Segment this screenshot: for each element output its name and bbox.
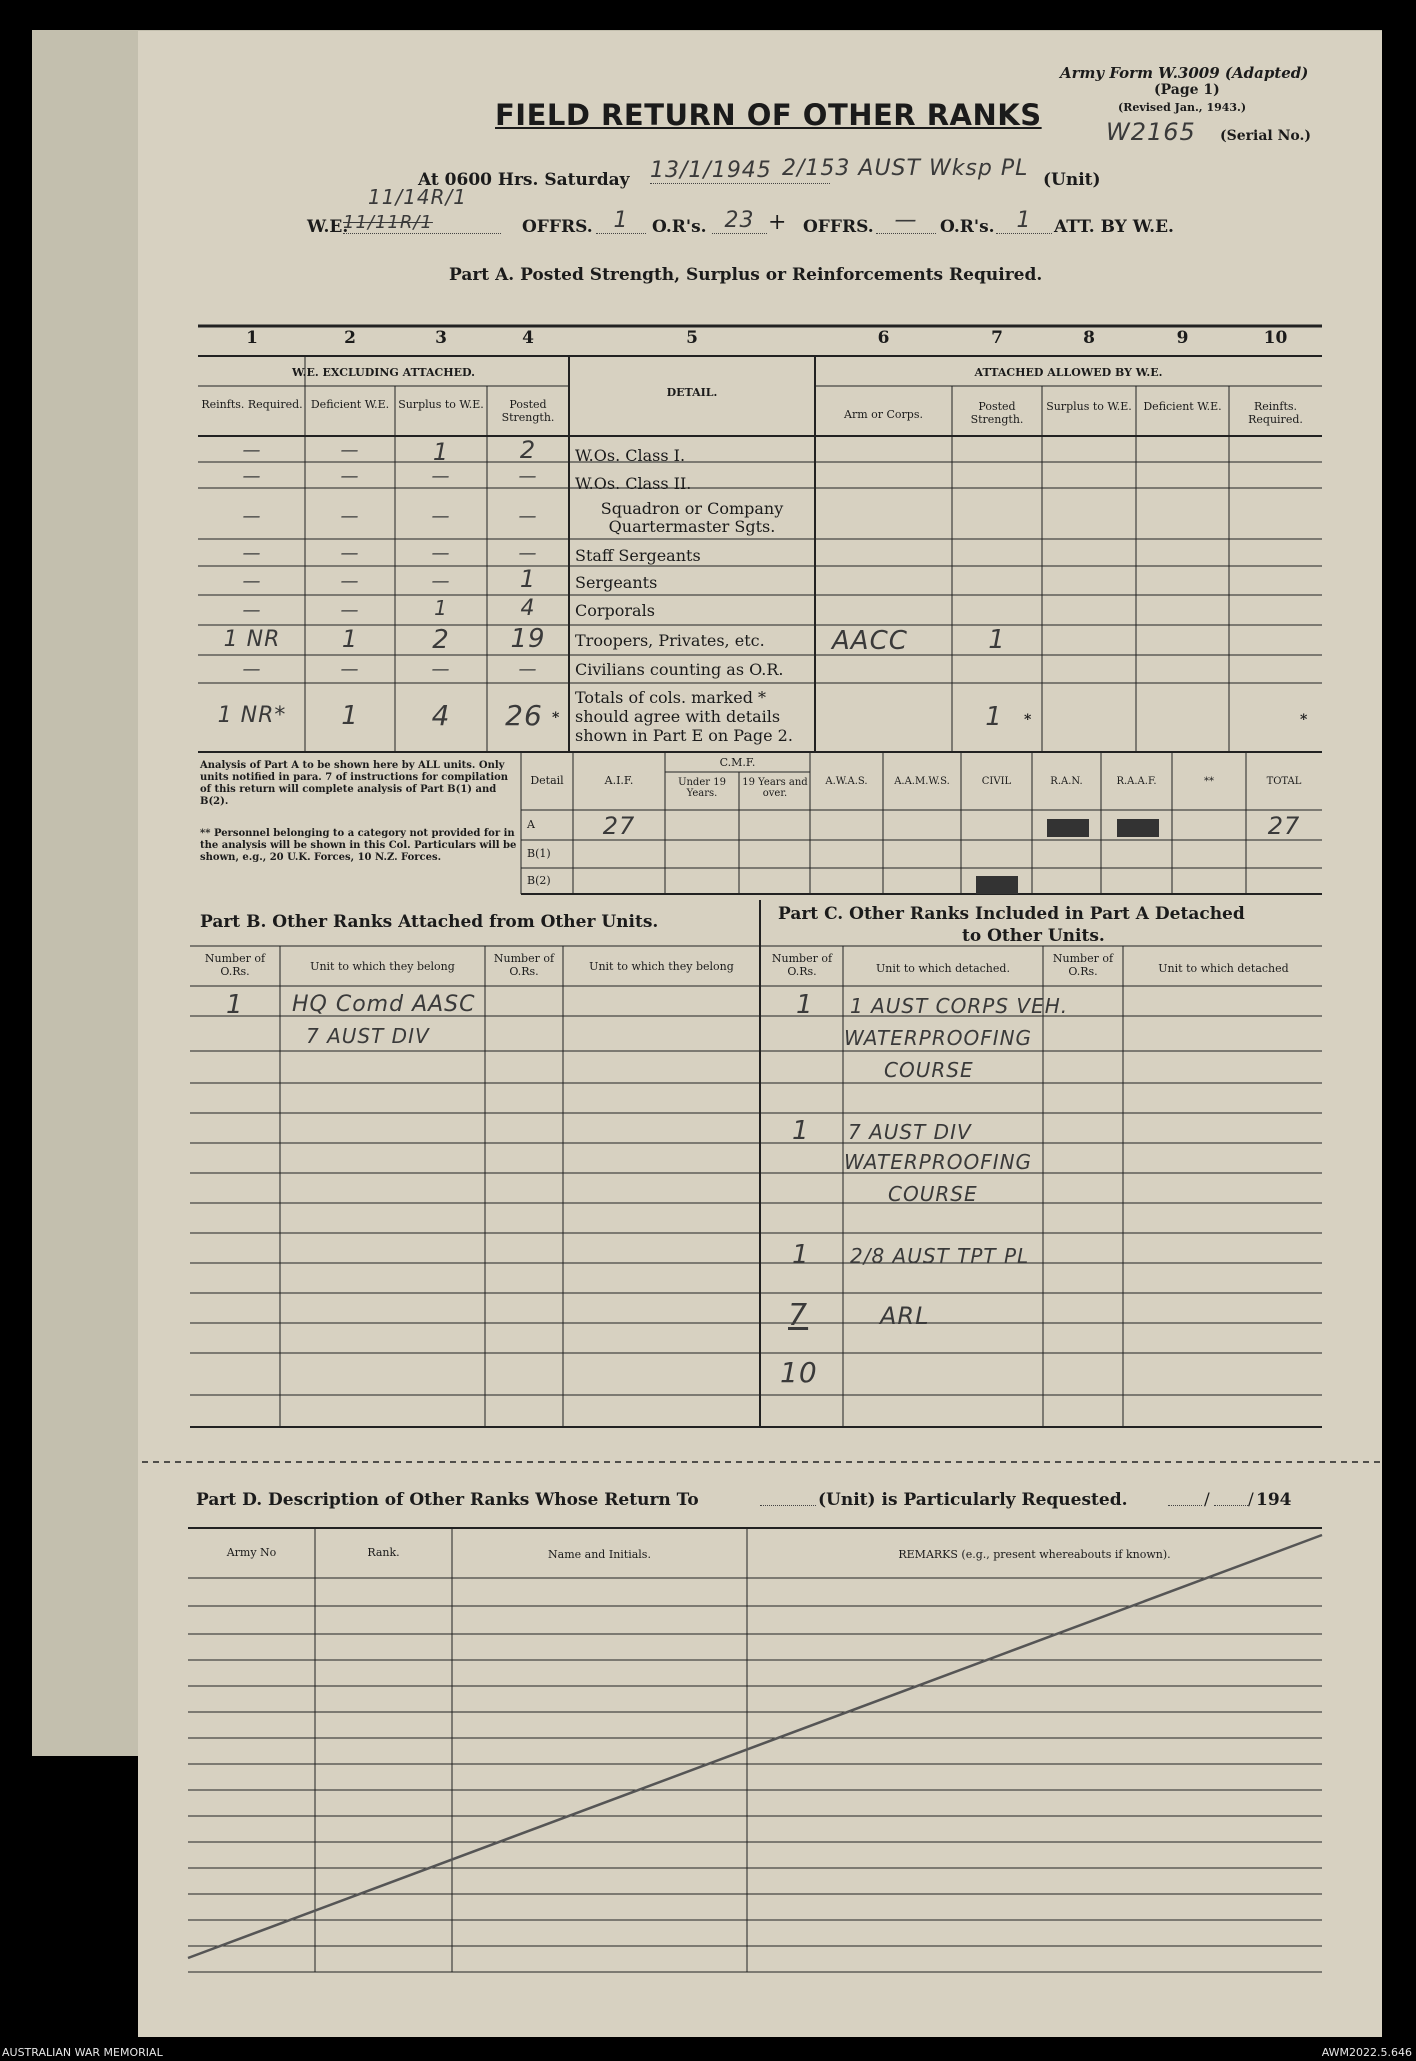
r7-deficient: 1 xyxy=(341,625,359,653)
r1-reinfts: — xyxy=(242,440,262,461)
analysis-head-ran: R.A.N. xyxy=(1050,776,1083,787)
part-c-head-unit-2: Unit to which detached xyxy=(1158,962,1289,975)
r7-reinfts: 1 NR xyxy=(223,627,281,652)
part-c-head-num-2: Number of O.Rs. xyxy=(1052,952,1114,978)
page-number: (Page 1) xyxy=(1154,82,1220,98)
part-c-entry1-line2: WATERPROOFING xyxy=(844,1026,1033,1050)
part-b-head-unit-1: Unit to which they belong xyxy=(310,960,455,973)
at-hours-label: At 0600 Hrs. Saturday xyxy=(418,170,630,190)
head-arm-corps: Arm or Corps. xyxy=(844,408,923,421)
part-c-head-num-1: Number of O.Rs. xyxy=(771,952,833,978)
we-value: 11/14R/1 xyxy=(368,185,467,209)
total-deficient: 1 xyxy=(341,701,359,731)
part-c-entry2-num: 1 xyxy=(792,1116,810,1146)
part-c-entry1-line1: 1 AUST CORPS VEH. xyxy=(850,994,1069,1018)
r3-reinfts: — xyxy=(242,506,262,527)
footer-archive-name: AUSTRALIAN WAR MEMORIAL xyxy=(2,2046,163,2059)
part-d-head-rank: Rank. xyxy=(367,1546,400,1559)
analysis-head-detail: Detail xyxy=(530,774,564,787)
part-b-head-num-1: Number of O.Rs. xyxy=(204,952,266,978)
r5-surplus: — xyxy=(431,571,451,592)
analysis-head-aif: A.I.F. xyxy=(604,774,634,787)
part-c-entry1-line3: COURSE xyxy=(884,1058,974,1082)
part-c-head-unit-1: Unit to which detached. xyxy=(876,962,1010,975)
r5-posted: 1 xyxy=(519,565,537,593)
part-b-title: Part B. Other Ranks Attached from Other Units. xyxy=(200,912,659,932)
col-number-10: 10 xyxy=(1263,328,1288,348)
ors-value: 23 xyxy=(712,208,767,234)
head-att-posted-strength: Posted Strength. xyxy=(970,400,1024,426)
part-c-entry2-line3: COURSE xyxy=(888,1182,978,1206)
r2-posted: — xyxy=(518,466,538,487)
head-reinfts-required: Reinfts. Required. xyxy=(201,398,303,411)
ran-blacked-out xyxy=(1047,819,1089,837)
analysis-head-under19: Under 19 Years. xyxy=(678,777,726,799)
part-c-entry2-line2: WATERPROOFING xyxy=(844,1150,1033,1174)
detail-totals: Totals of cols. marked * should agree with details shown in Part E on Page 2. xyxy=(575,688,793,745)
group-we-excluding: W.E. EXCLUDING ATTACHED. xyxy=(291,366,476,379)
analysis-note: Analysis of Part A to be shown here by ALL units. Only units notified in para. 7 of instructions for compilation of this return will complete analysis of Part B(1) and B(2). xyxy=(200,760,509,807)
analysis-head-aamws: A.A.M.W.S. xyxy=(894,776,950,787)
col-number-8: 8 xyxy=(1083,328,1095,348)
r1-posted: 2 xyxy=(519,436,537,464)
analysis-head-total: TOTAL xyxy=(1266,776,1302,787)
r5-reinfts: — xyxy=(242,571,262,592)
analysis-head-19over: 19 Years and over. xyxy=(742,777,808,799)
head-att-reinfts: Reinfts. Required. xyxy=(1248,400,1303,426)
att-by-we-label: ATT. BY W.E. xyxy=(1054,217,1174,237)
r7-surplus: 2 xyxy=(432,625,450,655)
total-surplus: 4 xyxy=(431,699,451,732)
total-posted: 26 xyxy=(505,699,543,732)
analysis-note-2: ** Personnel belonging to a category not provided for in the analysis will be shown in this Col. Particulars will be shown, e.g., 20 U.K. Forces, 10 N.Z. Forces. xyxy=(200,828,517,863)
part-c-entry3-line1: 2/8 AUST TPT PL xyxy=(850,1244,1030,1268)
col-number-3: 3 xyxy=(435,328,447,348)
r4-reinfts: — xyxy=(242,543,262,564)
col-number-7: 7 xyxy=(991,328,1003,348)
civil-blacked-out xyxy=(976,876,1018,894)
part-c-entry3-num: 1 xyxy=(792,1240,810,1270)
col-number-2: 2 xyxy=(344,328,356,348)
part-a-title: Part A. Posted Strength, Surplus or Reinforcements Required. xyxy=(449,265,1043,285)
r4-deficient: — xyxy=(340,543,360,564)
r1-surplus: 1 xyxy=(432,438,450,466)
analysis-head-other: ** xyxy=(1204,776,1214,787)
part-d-unit-label: (Unit) is Particularly Requested. xyxy=(818,1490,1128,1510)
analysis-total-a: 27 xyxy=(1267,812,1301,840)
part-b-head-num-2: Number of O.Rs. xyxy=(493,952,555,978)
r3-posted: — xyxy=(518,506,538,527)
serial-number-value: W2165 xyxy=(1106,118,1196,146)
total-reinfts: 1 NR* xyxy=(217,703,287,728)
ors2-label: O.R's. xyxy=(940,217,995,237)
analysis-head-awas: A.W.A.S. xyxy=(825,776,868,787)
form-title: FIELD RETURN OF OTHER RANKS xyxy=(495,98,1042,132)
raaf-blacked-out xyxy=(1117,819,1159,837)
r8-deficient: — xyxy=(340,659,360,680)
r3-surplus: — xyxy=(431,506,451,527)
part-b-entry-unit: HQ Comd AASC xyxy=(292,992,476,1017)
analysis-aif-a: 27 xyxy=(602,812,636,840)
analysis-head-cmf: C.M.F. xyxy=(719,756,756,769)
detail-qm-sgts: Squadron or Company Quartermaster Sgts. xyxy=(600,499,784,536)
plus-sign: + xyxy=(768,210,787,235)
part-d-head-remarks: REMARKS (e.g., present whereabouts if known). xyxy=(898,1548,1171,1561)
r4-posted: — xyxy=(518,543,538,564)
head-att-deficient: Deficient W.E. xyxy=(1143,400,1222,413)
detail-wo-class-1: W.Os. Class I. xyxy=(575,446,686,465)
r7-att-posted: 1 xyxy=(988,625,1006,655)
part-c-entry1-num: 1 xyxy=(796,990,814,1020)
r7-posted: 19 xyxy=(510,624,546,654)
r6-reinfts: — xyxy=(242,600,262,621)
col-number-5: 5 xyxy=(686,328,698,348)
analysis-row-b1: B(1) xyxy=(527,847,551,860)
part-d-title: Part D. Description of Other Ranks Whose Return To xyxy=(196,1490,699,1510)
unit-value: 2/153 AUST Wksp PL xyxy=(782,156,1029,181)
part-d-head-name: Name and Initials. xyxy=(548,1548,651,1561)
r2-surplus: — xyxy=(431,466,451,487)
detail-corporals: Corporals xyxy=(575,601,655,620)
ors2-value: 1 xyxy=(996,208,1052,234)
r2-reinfts: — xyxy=(242,466,262,487)
col-number-4: 4 xyxy=(522,328,534,348)
total-att-reinfts-star: * xyxy=(1300,712,1308,728)
head-surplus-we: Surplus to W.E. xyxy=(398,398,484,411)
part-d-unit-blank[interactable] xyxy=(760,1504,816,1506)
offrs-label: OFFRS. xyxy=(522,217,593,237)
return-date-value: 13/1/1945 xyxy=(650,158,830,184)
col-number-6: 6 xyxy=(877,328,890,348)
offrs-value: 1 xyxy=(596,208,646,234)
we-label: W.E. xyxy=(307,217,349,237)
part-d-date-blank-day[interactable] xyxy=(1168,1504,1202,1506)
head-att-surplus: Surplus to W.E. xyxy=(1046,400,1132,413)
total-posted-star: * xyxy=(552,710,560,726)
part-c-entry4-num: 7 xyxy=(788,1298,809,1333)
r8-surplus: — xyxy=(431,659,451,680)
part-c-entry2-line1: 7 AUST DIV xyxy=(848,1120,972,1144)
r3-deficient: — xyxy=(340,506,360,527)
group-attached-allowed: ATTACHED ALLOWED BY W.E. xyxy=(974,366,1163,379)
part-d-date-slash: / xyxy=(1204,1490,1210,1510)
part-d-date-blank-month[interactable] xyxy=(1214,1504,1248,1506)
part-d-head-army-no: Army No xyxy=(226,1546,277,1559)
detail-troopers: Troopers, Privates, etc. xyxy=(575,631,765,650)
r4-surplus: — xyxy=(431,543,451,564)
part-d-year: 194 xyxy=(1256,1490,1292,1510)
analysis-head-civil: CIVIL xyxy=(981,776,1012,787)
head-posted-strength: Posted Strength. xyxy=(501,398,555,424)
r8-posted: — xyxy=(518,659,538,680)
detail-sergeants: Sergeants xyxy=(575,573,658,592)
part-b-entry-num: 1 xyxy=(226,990,244,1020)
r6-deficient: — xyxy=(340,600,360,621)
revised-date: (Revised Jan., 1943.) xyxy=(1118,101,1247,114)
offrs2-value: — xyxy=(876,208,936,234)
analysis-row-a: A xyxy=(527,818,535,831)
unit-label: (Unit) xyxy=(1043,170,1101,190)
total-att-posted: 1 xyxy=(985,702,1003,732)
head-detail: DETAIL. xyxy=(666,386,718,399)
form-name: Army Form W.3009 (Adapted) xyxy=(1060,64,1309,82)
total-att-star: * xyxy=(1024,712,1032,728)
we-crossed-value: 11/11R/1 xyxy=(343,212,501,234)
ors-label: O.R's. xyxy=(652,217,707,237)
head-deficient-we: Deficient W.E. xyxy=(310,398,390,411)
col-number-1: 1 xyxy=(246,328,258,348)
part-b-entry-unit-line2: 7 AUST DIV xyxy=(306,1024,430,1048)
part-c-title-line2: to Other Units. xyxy=(962,926,1105,946)
offrs2-label: OFFRS. xyxy=(803,217,874,237)
serial-number-label: (Serial No.) xyxy=(1220,128,1311,144)
r5-deficient: — xyxy=(340,571,360,592)
r2-deficient: — xyxy=(340,466,360,487)
r8-reinfts: — xyxy=(242,659,262,680)
analysis-head-raaf: R.A.A.F. xyxy=(1116,776,1157,787)
detail-wo-class-2: W.Os. Class II. xyxy=(575,474,692,493)
detail-staff-sgts: Staff Sergeants xyxy=(575,546,701,565)
part-b-head-unit-2: Unit to which they belong xyxy=(589,960,734,973)
part-c-total: 10 xyxy=(780,1356,818,1389)
r7-arm-corps: AACC xyxy=(832,626,908,656)
col-number-9: 9 xyxy=(1176,328,1189,348)
part-c-entry4-line1: ARL xyxy=(880,1302,930,1330)
part-d-date-slash-2: / xyxy=(1248,1490,1254,1510)
detail-civilians: Civilians counting as O.R. xyxy=(575,660,784,679)
r1-deficient: — xyxy=(340,440,360,461)
r6-surplus: 1 xyxy=(434,596,448,620)
footer-accession-number: AWM2022.5.646 xyxy=(1321,2046,1412,2059)
r6-posted: 4 xyxy=(520,596,536,621)
part-c-title: Part C. Other Ranks Included in Part A Detached xyxy=(778,904,1245,924)
analysis-row-b2: B(2) xyxy=(527,874,551,887)
